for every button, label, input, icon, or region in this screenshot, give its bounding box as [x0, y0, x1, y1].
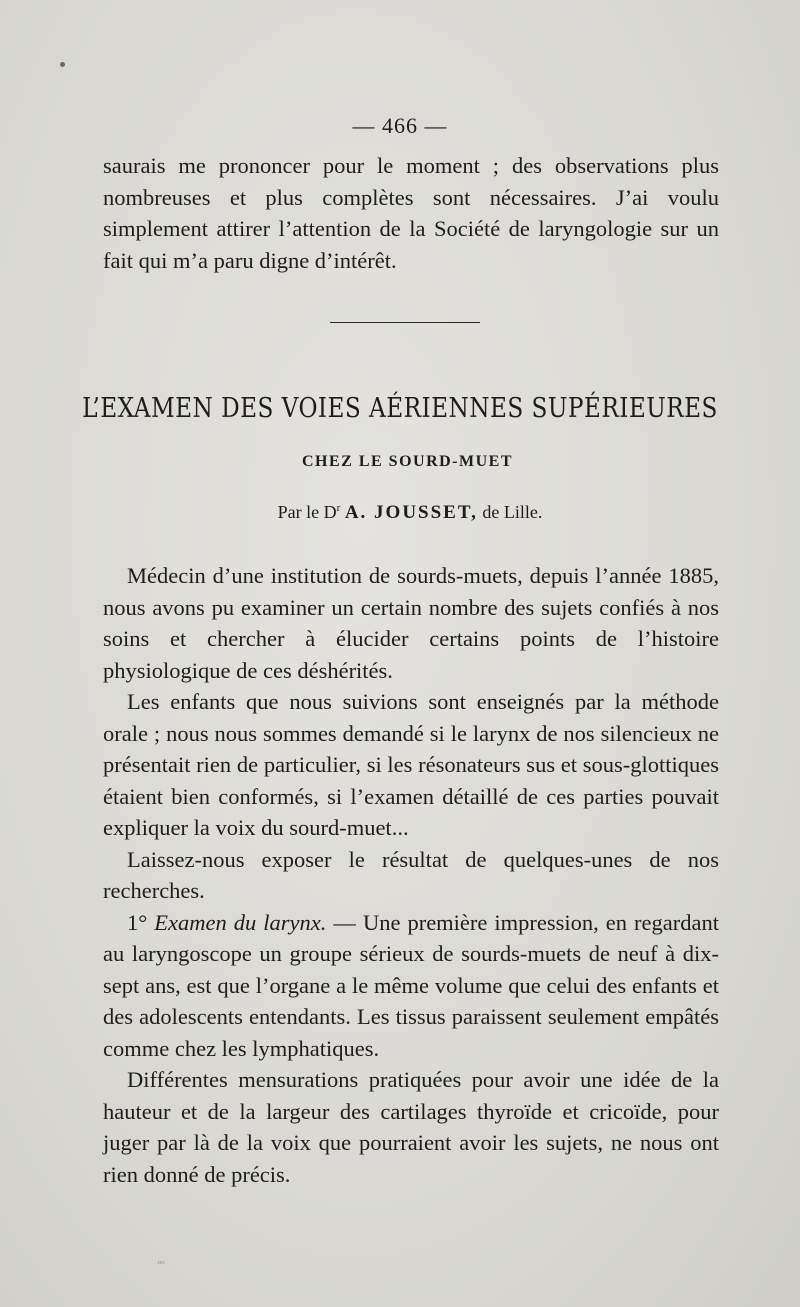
article-title: L’EXAMEN DES VOIES AÉRIENNES SUPÉRIEURES — [82, 393, 718, 424]
paragraph-4-text: — Une première impression, en regardant au laryngoscope un groupe sérieux de sourds-muets de neuf à dix-sept ans, est que l’organe a le même volume que celui des enfants et des adolescents entendants. Les tissus paraissent seulement empâtés comme chez les lymphatiques. — [103, 909, 720, 1061]
ink-speck — [60, 62, 65, 67]
paragraph-3: Laissez-nous exposer le résultat de quelques-unes de nos recherches. — [103, 846, 719, 903]
article-subtitle: CHEZ LE SOURD-MUET — [301, 453, 514, 470]
paragraph-1: Médecin d’une institution de sourds-muets, depuis l’année 1885, nous avons pu examiner un certain nombre des sujets confiés à nos soins et chercher à élucider certains points de l’histoire physiologique de ces déshérités. — [103, 563, 719, 683]
byline — [0, 502, 800, 524]
previous-article-ending — [103, 150, 719, 276]
page-number: — 466 — — [352, 113, 448, 138]
byline-sup: r — [336, 502, 341, 514]
paragraph-5: Différentes mensurations pratiquées pour avoir une idée de la hauteur et de la largeur des cartilages thyroïde et cricoïde, pour juger par là de la voix que pourraient avoir les sujets, ne nous ont rien donné de précis. — [103, 1067, 719, 1187]
section-heading: Examen du larynx. — [154, 909, 327, 935]
closing-paragraph: saurais me prononcer pour le moment ; des observations plus nombreuses et plus complètes sont nécessaires. J’ai voulu simplement attirer l’attention de la Société de laryngologie sur un fait qui m’a paru digne d’intérêt. — [103, 153, 719, 273]
footer-mark: ᵒᵒ — [158, 1258, 165, 1270]
byline-suffix: de Lille. — [482, 502, 543, 522]
paragraph-4 — [103, 907, 719, 1065]
article-body — [103, 560, 719, 1190]
byline-prefix: Par le D — [277, 502, 337, 522]
paragraph-2: Les enfants que nous suivions sont enseignés par la méthode orale ; nous nous sommes demandé si le larynx de nos silencieux ne présentait rien de particulier, si les résonateurs sus et sous-glottiques étaient bien conformés, si l’examen détaillé de ces parties pouvait expliquer la voix du sourd-muet... — [103, 689, 719, 840]
section-number: 1° — [127, 909, 155, 935]
author-name: A. JOUSSET, — [344, 502, 478, 523]
section-divider — [330, 322, 480, 323]
